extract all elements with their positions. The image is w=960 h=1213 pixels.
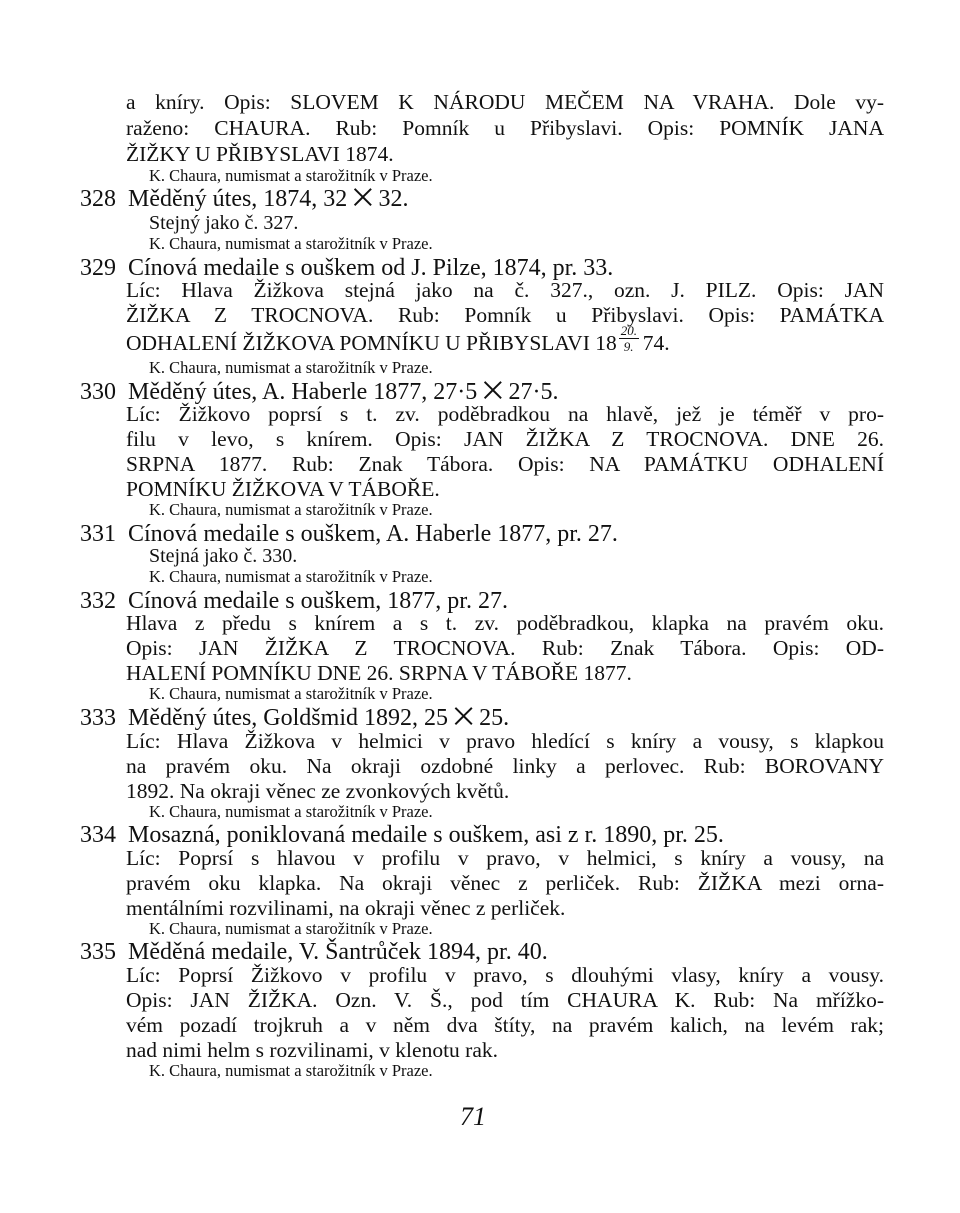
entry-text: na pravém oku. Na okraji ozdobné linky a perlovec. Rub: BOROVANY	[126, 754, 884, 778]
entry-number: 335	[80, 939, 116, 965]
entry-text: Opis: JAN ŽIŽKA. Ozn. V. Š., pod tím CHAURA K. Rub: Na mřížko-	[126, 988, 884, 1012]
intro-line: raženo: CHAURA. Rub: Pomník u Přibyslavi. Opis: POMNÍK JANA	[126, 116, 884, 140]
credit-line: K. Chaura, numismat a starožitník v Praze.	[149, 234, 433, 253]
credit-line: K. Chaura, numismat a starožitník v Praze.	[149, 684, 433, 703]
credit-line: K. Chaura, numismat a starožitník v Praze.	[149, 166, 433, 185]
credit-line: K. Chaura, numismat a starožitník v Praze.	[149, 358, 433, 377]
entry-heading	[80, 380, 558, 404]
entry-text: ŽIŽKA Z TROCNOVA. Rub: Pomník u Přibyslavi. Opis: PAMÁTKA	[126, 303, 884, 327]
entry-number: 331	[80, 521, 116, 547]
page-number: 71	[460, 1102, 486, 1131]
entry-text: SRPNA 1877. Rub: Znak Tábora. Opis: NA PAMÁTKU ODHALENÍ	[126, 452, 884, 476]
entry-text: Opis: JAN ŽIŽKA Z TROCNOVA. Rub: Znak Tábora. Opis: OD-	[126, 636, 884, 660]
entry-text: Líc: Hlava Žižkova v helmici v pravo hledící s kníry a vousy, s klapkou	[126, 729, 884, 753]
fraction-line-start: ODHALENÍ ŽIŽKOVA POMNÍKU U PŘIBYSLAVI 18	[126, 331, 617, 355]
entry-text: Líc: Hlava Žižkova stejná jako na č. 327., ozn. J. PILZ. Opis: JAN	[126, 278, 884, 302]
entry-text: filu v levo, s knírem. Opis: JAN ŽIŽKA Z TROCNOVA. DNE 26.	[126, 427, 884, 451]
fraction-numerator: 20.	[620, 323, 637, 338]
entry-text: POMNÍKU ŽIŽKOVA V TÁBOŘE.	[126, 477, 440, 501]
entry-sub: Stejný jako č. 327.	[149, 212, 299, 234]
entry-heading	[80, 522, 618, 546]
entry-text-fraction	[126, 323, 884, 355]
fraction-line-end: 74.	[642, 331, 670, 355]
entry-title: Měděný útes, 1874, 32 ⨉ 32.	[128, 186, 409, 212]
entry-number: 329	[80, 255, 116, 281]
credit-line: K. Chaura, numismat a starožitník v Praze.	[149, 1061, 433, 1080]
entry-number: 330	[80, 379, 116, 405]
entry-heading	[80, 187, 409, 211]
entry-title: Cínová medaile s ouškem, 1877, pr. 27.	[128, 588, 508, 614]
entry-text: Líc: Žižkovo poprsí s t. zv. poděbradkou na hlavě, jež je téměř v pro-	[126, 402, 884, 426]
entry-number: 333	[80, 705, 116, 731]
entry-heading	[80, 940, 548, 964]
entry-text: HALENÍ POMNÍKU DNE 26. SRPNA V TÁBOŘE 1877.	[126, 661, 632, 685]
entry-sub: Stejná jako č. 330.	[149, 545, 298, 567]
credit-line: K. Chaura, numismat a starožitník v Praze.	[149, 802, 433, 821]
entry-text: mentálními rozvilinami, na okraji věnec z perliček.	[126, 896, 566, 920]
entry-number: 334	[80, 822, 116, 848]
entry-title: Měděná medaile, V. Šantrůček 1894, pr. 40.	[128, 939, 548, 965]
entry-title: Mosazná, poniklovaná medaile s ouškem, asi z r. 1890, pr. 25.	[128, 822, 724, 848]
entry-number: 328	[80, 186, 116, 212]
entry-title: Cínová medaile s ouškem, A. Haberle 1877, pr. 27.	[128, 521, 618, 547]
entry-text: nad nimi helm s rozvilinami, v klenotu rak.	[126, 1038, 498, 1062]
entry-heading	[80, 589, 508, 613]
entry-text: Líc: Poprsí Žižkovo v profilu v pravo, s dlouhými vlasy, kníry a vousy.	[126, 963, 884, 987]
fraction-denominator: 9.	[623, 339, 634, 354]
entry-text: 1892. Na okraji věnec ze zvonkových květů.	[126, 779, 510, 803]
credit-line: K. Chaura, numismat a starožitník v Praze.	[149, 567, 433, 586]
entry-title: Měděný útes, A. Haberle 1877, 27·5 ⨉ 27·5.	[128, 379, 559, 405]
intro-line: a kníry. Opis: SLOVEM K NÁRODU MEČEM NA VRAHA. Dole vy-	[126, 90, 884, 114]
entry-heading	[80, 706, 509, 730]
entry-number: 332	[80, 588, 116, 614]
credit-line: K. Chaura, numismat a starožitník v Praze.	[149, 919, 433, 938]
entry-text: Líc: Poprsí s hlavou v profilu v pravo, v helmici, s kníry a vousy, na	[126, 846, 884, 870]
intro-line: ŽIŽKY U PŘIBYSLAVI 1874.	[126, 142, 394, 166]
entry-text: vém pozadí trojkruh a v něm dva štíty, na pravém kalich, na levém rak;	[126, 1013, 884, 1037]
entry-heading	[80, 823, 724, 847]
entry-text: pravém oku klapka. Na okraji věnec z perliček. Rub: ŽIŽKA mezi orna-	[126, 871, 884, 895]
entry-title: Cínová medaile s ouškem od J. Pilze, 1874, pr. 33.	[128, 255, 614, 281]
entry-heading	[80, 256, 613, 280]
entry-title: Měděný útes, Goldšmid 1892, 25 ⨉ 25.	[128, 705, 510, 731]
date-fraction	[619, 323, 641, 354]
credit-line: K. Chaura, numismat a starožitník v Praze.	[149, 500, 433, 519]
entry-text: Hlava z předu s knírem a s t. zv. poděbradkou, klapka na pravém oku.	[126, 611, 884, 635]
